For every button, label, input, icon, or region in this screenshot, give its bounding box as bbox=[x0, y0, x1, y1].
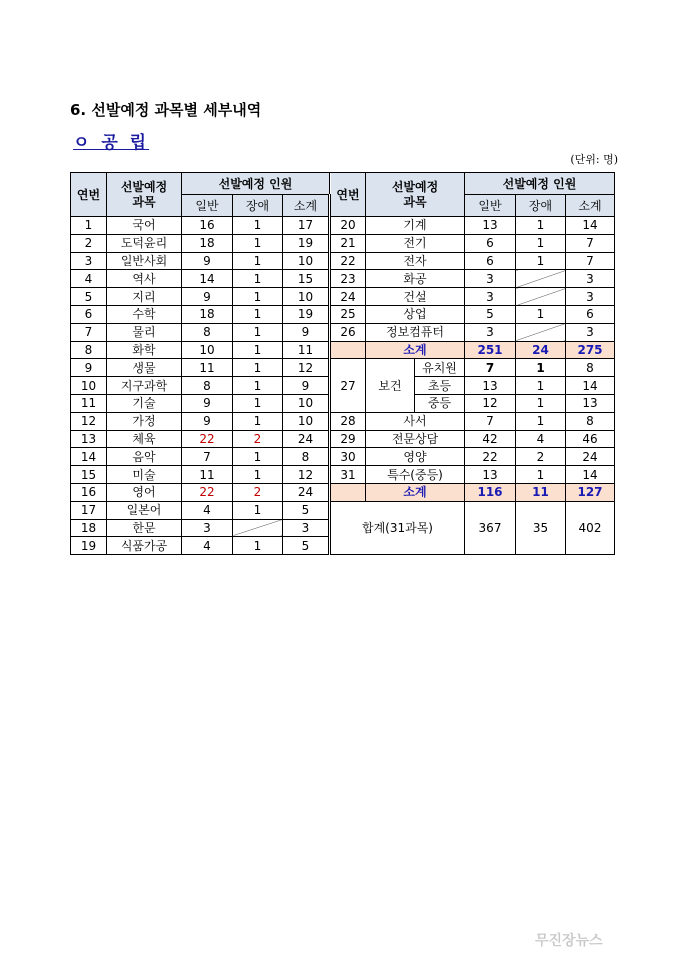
subject-name: 건설 bbox=[366, 288, 465, 306]
general-count: 9 bbox=[182, 394, 233, 412]
general-count: 3 bbox=[182, 519, 233, 537]
header-no: 연번 bbox=[71, 173, 107, 217]
disabled-count: 1 bbox=[233, 270, 283, 288]
subject-name: 가정 bbox=[107, 412, 182, 430]
total-count: 3 bbox=[566, 288, 615, 306]
row-number: 21 bbox=[330, 234, 366, 252]
header-total: 소계 bbox=[566, 195, 615, 217]
subtotal-blank bbox=[330, 483, 366, 501]
header-disabled: 장애 bbox=[233, 195, 283, 217]
subject-name: 기계 bbox=[366, 217, 465, 235]
total-count: 12 bbox=[283, 359, 330, 377]
subject-name: 도덕윤리 bbox=[107, 234, 182, 252]
subject-name: 기술 bbox=[107, 394, 182, 412]
table-row bbox=[71, 430, 615, 448]
grand-total-general: 367 bbox=[465, 501, 516, 554]
row-number: 13 bbox=[71, 430, 107, 448]
total-count: 8 bbox=[283, 448, 330, 466]
general-count: 7 bbox=[465, 359, 516, 377]
row-number: 4 bbox=[71, 270, 107, 288]
general-count: 10 bbox=[182, 341, 233, 359]
subject-name: 정보컴퓨터 bbox=[366, 323, 465, 341]
general-count: 4 bbox=[182, 537, 233, 555]
page-title: 6. 선발예정 과목별 세부내역 bbox=[70, 101, 262, 119]
header-people: 선발예정 인원 bbox=[465, 173, 615, 195]
subject-name: 보건 bbox=[366, 359, 415, 412]
subject-name: 영양 bbox=[366, 448, 465, 466]
row-number: 1 bbox=[71, 217, 107, 235]
header-people: 선발예정 인원 bbox=[182, 173, 330, 195]
disabled-count: 1 bbox=[516, 466, 566, 484]
disabled-count: 1 bbox=[233, 412, 283, 430]
general-count: 8 bbox=[182, 377, 233, 395]
subject-name: 한문 bbox=[107, 519, 182, 537]
disabled-count: 4 bbox=[516, 430, 566, 448]
unit-label: (단위: 명) bbox=[570, 153, 618, 166]
row-number: 29 bbox=[330, 430, 366, 448]
general-count: 4 bbox=[182, 501, 233, 519]
general-count: 22 bbox=[465, 448, 516, 466]
grand-total-disabled: 35 bbox=[516, 501, 566, 554]
table-row bbox=[71, 341, 615, 359]
total-count: 8 bbox=[566, 359, 615, 377]
row-number: 27 bbox=[330, 359, 366, 412]
row-number: 20 bbox=[330, 217, 366, 235]
subject-name: 일반사회 bbox=[107, 252, 182, 270]
total-count: 8 bbox=[566, 412, 615, 430]
subject-name: 전문상담 bbox=[366, 430, 465, 448]
subtotal-general: 251 bbox=[465, 341, 516, 359]
row-number: 28 bbox=[330, 412, 366, 430]
row-number: 6 bbox=[71, 305, 107, 323]
disabled-count: 1 bbox=[233, 377, 283, 395]
total-count: 5 bbox=[283, 501, 330, 519]
general-count: 3 bbox=[465, 323, 516, 341]
total-count: 10 bbox=[283, 412, 330, 430]
subject-name: 전기 bbox=[366, 234, 465, 252]
row-number: 10 bbox=[71, 377, 107, 395]
disabled-count: 1 bbox=[233, 537, 283, 555]
general-count: 3 bbox=[465, 288, 516, 306]
empty-slash-cell bbox=[516, 288, 566, 306]
disabled-count: 1 bbox=[233, 394, 283, 412]
header-general: 일반 bbox=[465, 195, 516, 217]
total-count: 24 bbox=[283, 483, 330, 501]
header-disabled: 장애 bbox=[516, 195, 566, 217]
disabled-count: 1 bbox=[233, 252, 283, 270]
total-count: 7 bbox=[566, 234, 615, 252]
total-count: 3 bbox=[566, 323, 615, 341]
total-count: 5 bbox=[283, 537, 330, 555]
general-count: 42 bbox=[465, 430, 516, 448]
general-count: 13 bbox=[465, 466, 516, 484]
subtotal-label: 소계 bbox=[366, 483, 465, 501]
disabled-count: 1 bbox=[516, 234, 566, 252]
general-count: 22 bbox=[182, 483, 233, 501]
row-number: 30 bbox=[330, 448, 366, 466]
row-number: 22 bbox=[330, 252, 366, 270]
row-number: 17 bbox=[71, 501, 107, 519]
total-count: 19 bbox=[283, 234, 330, 252]
row-number: 18 bbox=[71, 519, 107, 537]
subject-name: 일본어 bbox=[107, 501, 182, 519]
disabled-count: 2 bbox=[233, 483, 283, 501]
disabled-count: 2 bbox=[233, 430, 283, 448]
general-count: 11 bbox=[182, 359, 233, 377]
total-count: 13 bbox=[566, 394, 615, 412]
general-count: 13 bbox=[465, 377, 516, 395]
total-count: 14 bbox=[566, 377, 615, 395]
disabled-count: 1 bbox=[516, 252, 566, 270]
disabled-count: 1 bbox=[516, 394, 566, 412]
subject-name: 수학 bbox=[107, 305, 182, 323]
subject-name: 체육 bbox=[107, 430, 182, 448]
subject-name: 식품가공 bbox=[107, 537, 182, 555]
row-number: 8 bbox=[71, 341, 107, 359]
subject-name: 지구과학 bbox=[107, 377, 182, 395]
total-count: 24 bbox=[283, 430, 330, 448]
section-subtitle: ㅇ 공 립 bbox=[73, 133, 150, 153]
table-row bbox=[71, 234, 615, 252]
table-row bbox=[71, 217, 615, 235]
row-number: 5 bbox=[71, 288, 107, 306]
total-count: 24 bbox=[566, 448, 615, 466]
watermark: 무진장뉴스 bbox=[535, 933, 603, 949]
subject-name: 특수(중등) bbox=[366, 466, 465, 484]
subject-name: 국어 bbox=[107, 217, 182, 235]
disabled-count: 1 bbox=[516, 359, 566, 377]
total-count: 9 bbox=[283, 323, 330, 341]
subject-name: 화공 bbox=[366, 270, 465, 288]
subtotal-total: 275 bbox=[566, 341, 615, 359]
disabled-count: 1 bbox=[233, 234, 283, 252]
subject-name: 생물 bbox=[107, 359, 182, 377]
row-number: 16 bbox=[71, 483, 107, 501]
subject-name: 상업 bbox=[366, 305, 465, 323]
total-count: 3 bbox=[283, 519, 330, 537]
general-count: 11 bbox=[182, 466, 233, 484]
table-row bbox=[71, 323, 615, 341]
row-number: 3 bbox=[71, 252, 107, 270]
subject-name: 전자 bbox=[366, 252, 465, 270]
header-total: 소계 bbox=[283, 195, 330, 217]
total-count: 3 bbox=[566, 270, 615, 288]
total-count: 10 bbox=[283, 252, 330, 270]
general-count: 18 bbox=[182, 305, 233, 323]
general-count: 16 bbox=[182, 217, 233, 235]
row-number: 23 bbox=[330, 270, 366, 288]
disabled-count: 1 bbox=[233, 305, 283, 323]
table-row bbox=[71, 252, 615, 270]
row-number: 12 bbox=[71, 412, 107, 430]
total-count: 17 bbox=[283, 217, 330, 235]
health-level: 유치원 bbox=[415, 359, 465, 377]
subject-name: 사서 bbox=[366, 412, 465, 430]
total-count: 11 bbox=[283, 341, 330, 359]
header-general: 일반 bbox=[182, 195, 233, 217]
subtotal-total: 127 bbox=[566, 483, 615, 501]
disabled-count: 1 bbox=[516, 377, 566, 395]
total-count: 12 bbox=[283, 466, 330, 484]
general-count: 18 bbox=[182, 234, 233, 252]
total-count: 46 bbox=[566, 430, 615, 448]
table-row bbox=[71, 412, 615, 430]
table-row bbox=[71, 448, 615, 466]
general-count: 12 bbox=[465, 394, 516, 412]
disabled-count: 1 bbox=[233, 448, 283, 466]
total-count: 9 bbox=[283, 377, 330, 395]
total-count: 10 bbox=[283, 288, 330, 306]
subject-name: 미술 bbox=[107, 466, 182, 484]
row-number: 25 bbox=[330, 305, 366, 323]
row-number: 14 bbox=[71, 448, 107, 466]
disabled-count: 1 bbox=[516, 305, 566, 323]
disabled-count: 1 bbox=[516, 217, 566, 235]
table-row bbox=[71, 288, 615, 306]
general-count: 9 bbox=[182, 412, 233, 430]
row-number: 19 bbox=[71, 537, 107, 555]
general-count: 9 bbox=[182, 288, 233, 306]
table-row bbox=[71, 270, 615, 288]
disabled-count: 1 bbox=[233, 323, 283, 341]
disabled-count: 2 bbox=[516, 448, 566, 466]
row-number: 26 bbox=[330, 323, 366, 341]
table-row bbox=[71, 466, 615, 484]
disabled-count: 1 bbox=[233, 288, 283, 306]
empty-slash-cell bbox=[516, 323, 566, 341]
total-count: 15 bbox=[283, 270, 330, 288]
empty-slash-cell bbox=[233, 519, 283, 537]
total-count: 19 bbox=[283, 305, 330, 323]
total-count: 7 bbox=[566, 252, 615, 270]
general-count: 3 bbox=[465, 270, 516, 288]
row-number: 24 bbox=[330, 288, 366, 306]
row-number: 31 bbox=[330, 466, 366, 484]
disabled-count: 1 bbox=[516, 412, 566, 430]
subtotal-label: 소계 bbox=[366, 341, 465, 359]
general-count: 7 bbox=[182, 448, 233, 466]
row-number: 7 bbox=[71, 323, 107, 341]
header-no: 연번 bbox=[330, 173, 366, 217]
general-count: 8 bbox=[182, 323, 233, 341]
disabled-count: 1 bbox=[233, 501, 283, 519]
table-row bbox=[71, 501, 615, 519]
grand-total-label: 합계(31과목) bbox=[330, 501, 465, 554]
header-subject: 선발예정 과목 bbox=[107, 173, 182, 217]
general-count: 6 bbox=[465, 252, 516, 270]
general-count: 13 bbox=[465, 217, 516, 235]
subtotal-disabled: 24 bbox=[516, 341, 566, 359]
grand-total-total: 402 bbox=[566, 501, 615, 554]
row-number: 2 bbox=[71, 234, 107, 252]
subject-name: 물리 bbox=[107, 323, 182, 341]
general-count: 6 bbox=[465, 234, 516, 252]
total-count: 10 bbox=[283, 394, 330, 412]
selection-table bbox=[70, 172, 615, 555]
total-count: 14 bbox=[566, 466, 615, 484]
row-number: 9 bbox=[71, 359, 107, 377]
disabled-count: 1 bbox=[233, 341, 283, 359]
health-level: 초등 bbox=[415, 377, 465, 395]
empty-slash-cell bbox=[516, 270, 566, 288]
subject-name: 영어 bbox=[107, 483, 182, 501]
subject-name: 역사 bbox=[107, 270, 182, 288]
general-count: 9 bbox=[182, 252, 233, 270]
subject-name: 지리 bbox=[107, 288, 182, 306]
subtotal-general: 116 bbox=[465, 483, 516, 501]
table-row bbox=[71, 359, 615, 377]
general-count: 14 bbox=[182, 270, 233, 288]
row-number: 11 bbox=[71, 394, 107, 412]
header-subject: 선발예정 과목 bbox=[366, 173, 465, 217]
subject-name: 화학 bbox=[107, 341, 182, 359]
total-count: 6 bbox=[566, 305, 615, 323]
disabled-count: 1 bbox=[233, 359, 283, 377]
health-level: 중등 bbox=[415, 394, 465, 412]
general-count: 5 bbox=[465, 305, 516, 323]
general-count: 7 bbox=[465, 412, 516, 430]
row-number: 15 bbox=[71, 466, 107, 484]
subtotal-blank bbox=[330, 341, 366, 359]
table-row bbox=[71, 483, 615, 501]
disabled-count: 1 bbox=[233, 466, 283, 484]
subtotal-disabled: 11 bbox=[516, 483, 566, 501]
subject-name: 음악 bbox=[107, 448, 182, 466]
table-row bbox=[71, 305, 615, 323]
total-count: 14 bbox=[566, 217, 615, 235]
general-count: 22 bbox=[182, 430, 233, 448]
disabled-count: 1 bbox=[233, 217, 283, 235]
